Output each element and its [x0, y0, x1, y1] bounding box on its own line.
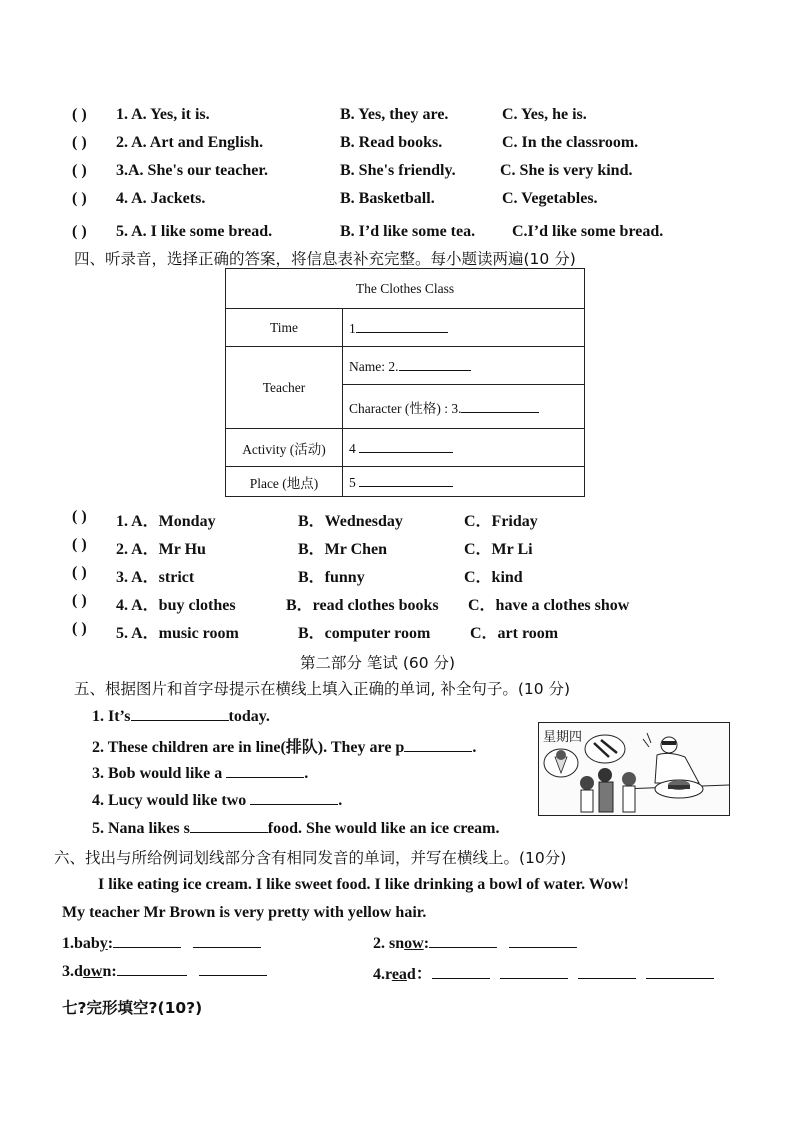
sentence-5 — [92, 818, 500, 838]
answer-paren[interactable]: ( ) — [72, 536, 87, 553]
word-4-underline: ea — [391, 966, 407, 983]
option-a: 4. A．buy clothes — [116, 597, 236, 614]
sentence-1-start: 1. It’s — [92, 708, 131, 725]
option-c: C.I’d like some bread. — [512, 223, 664, 240]
activity-blank[interactable] — [359, 438, 453, 453]
clothes-class-table — [225, 268, 585, 497]
sentence-2-blank[interactable] — [404, 737, 472, 752]
sentence-4 — [92, 790, 342, 810]
word-1-blank-1[interactable] — [113, 933, 181, 948]
word-2-suffix: : — [423, 935, 430, 952]
word-1-underline: y — [99, 935, 108, 952]
option-a: 5. A．music room — [116, 625, 239, 642]
word-1-prefix: 1.bab — [62, 935, 100, 952]
option-c: C. In the classroom. — [502, 134, 639, 151]
option-b: B．computer room — [298, 625, 431, 642]
option-a: 3.A. She's our teacher. — [116, 162, 268, 179]
answer-paren[interactable]: ( ) — [72, 564, 87, 581]
option-a: 2. A. Art and English. — [116, 134, 264, 151]
time-cell — [343, 309, 585, 347]
word-4 — [373, 961, 714, 984]
sentence-4-end: . — [338, 792, 343, 809]
word-4-blank-4[interactable] — [646, 964, 714, 979]
word-2-blank-2[interactable] — [509, 933, 577, 948]
activity-number: 4 — [349, 441, 356, 456]
word-1 — [62, 933, 261, 953]
part5-heading: 五、根据图片和首字母提示在横线上填入正确的单词, 补全句子。(10 分) — [74, 680, 571, 698]
option-c: C．kind — [464, 569, 523, 586]
sentence-3-end: . — [304, 765, 309, 782]
word-2-underline: ow — [404, 935, 424, 952]
option-a: 1. A．Monday — [116, 513, 216, 530]
option-b: B．Mr Chen — [298, 541, 388, 558]
passage-line-1: I like eating ice cream. I like sweet food. I like drinking a bowl of water. Wow! — [98, 876, 629, 893]
sentence-2-start: 2. These children are in line(排队). They are p — [92, 739, 405, 756]
food-picture — [538, 722, 730, 816]
answer-paren[interactable]: ( ) — [72, 592, 87, 609]
place-number: 5 — [349, 475, 356, 490]
sentence-1-blank[interactable] — [131, 706, 229, 721]
option-c: C．have a clothes show — [468, 597, 630, 614]
sentence-5-start: 5. Nana likes s — [92, 820, 190, 837]
word-4-blank-2[interactable] — [500, 964, 568, 979]
option-b: B. I’d like some tea. — [340, 223, 476, 240]
word-4-blank-3[interactable] — [578, 964, 636, 979]
answer-paren[interactable]: ( ) — [72, 190, 87, 207]
time-label — [226, 309, 343, 347]
sentence-3 — [92, 763, 308, 783]
option-c: C．Friday — [464, 513, 538, 530]
sentence-1 — [92, 706, 270, 726]
word-4-suffix: d： — [406, 966, 432, 983]
option-a: 1. A. Yes, it is. — [116, 106, 210, 123]
word-2 — [373, 933, 577, 953]
word-2-prefix: 2. sn — [373, 935, 405, 952]
name-prompt: Name: 2. — [349, 359, 399, 374]
option-c: C．Mr Li — [464, 541, 533, 558]
word-1-suffix: : — [107, 935, 114, 952]
sentence-2-end: . — [472, 739, 477, 756]
option-b: B．read clothes books — [286, 597, 439, 614]
character-prompt: Character (性格) : 3. — [349, 400, 462, 416]
time-label-text: Time — [269, 319, 298, 335]
option-b: B. Read books. — [340, 134, 443, 151]
answer-paren[interactable]: ( ) — [72, 223, 87, 240]
option-c: C. Vegetables. — [502, 190, 598, 207]
answer-paren[interactable]: ( ) — [72, 162, 87, 179]
character-cell — [343, 385, 585, 429]
part6-heading: 六、找出与所给例词划线部分含有相同发音的单词，并写在横线上。(10分) — [54, 849, 567, 867]
word-3-suffix: n: — [102, 963, 117, 980]
option-a: 3. A．strict — [116, 569, 195, 586]
option-b: B. Yes, they are. — [340, 106, 449, 123]
option-c: C．art room — [470, 625, 559, 642]
option-a: 2. A．Mr Hu — [116, 541, 206, 558]
sentence-4-blank[interactable] — [250, 790, 338, 805]
option-a: 4. A. Jackets. — [116, 190, 206, 207]
word-3-blank-1[interactable] — [117, 961, 187, 976]
activity-cell — [343, 429, 585, 467]
option-c: C. She is very kind. — [500, 162, 633, 179]
answer-paren[interactable]: ( ) — [72, 620, 87, 637]
option-b: B. Basketball. — [340, 190, 435, 207]
part7-heading: 七?完形填空?(10?) — [62, 999, 203, 1017]
food-scene-illustration — [539, 723, 729, 815]
sentence-5-end: food. She would like an ice cream. — [267, 820, 500, 837]
activity-label: Activity (活动) — [226, 429, 343, 467]
teacher-label: Teacher — [226, 347, 343, 429]
answer-paren[interactable]: ( ) — [72, 508, 87, 525]
word-4-blank-1[interactable] — [432, 964, 490, 979]
word-3 — [62, 961, 267, 981]
passage-line-2: My teacher Mr Brown is very pretty with yellow hair. — [62, 904, 427, 921]
answer-paren[interactable]: ( ) — [72, 106, 87, 123]
name-blank[interactable] — [399, 356, 471, 371]
place-cell — [343, 467, 585, 497]
word-3-underline: ow — [82, 963, 103, 980]
word-3-prefix: 3.d — [62, 963, 83, 980]
table-title: The Clothes Class — [226, 269, 585, 309]
sentence-3-start: 3. Bob would like a — [92, 765, 223, 782]
place-label: Place (地点) — [226, 467, 343, 497]
place-blank[interactable] — [359, 472, 453, 487]
character-blank[interactable] — [461, 398, 539, 413]
answer-paren[interactable]: ( ) — [72, 134, 87, 151]
part2-title: 第二部分 笔试 (60 分) — [300, 654, 456, 672]
option-c: C. Yes, he is. — [502, 106, 587, 123]
picture-day-label: 星期四 — [543, 730, 583, 745]
part4-heading: 四、听录音，选择正确的答案，将信息表补充完整。每小题读两遍(10 分) — [74, 250, 576, 268]
time-number: 1 — [349, 321, 356, 336]
option-b: B. She's friendly. — [340, 162, 456, 179]
sentence-2 — [92, 734, 476, 757]
sentence-1-end: today. — [228, 708, 270, 725]
word-2-blank-1[interactable] — [429, 933, 497, 948]
option-b: B．funny — [298, 569, 365, 586]
name-cell — [343, 347, 585, 385]
option-b: B．Wednesday — [298, 513, 403, 530]
word-3-blank-2[interactable] — [199, 961, 267, 976]
word-4-prefix: 4.r — [373, 966, 392, 983]
sentence-3-blank[interactable] — [226, 763, 304, 778]
word-1-blank-2[interactable] — [193, 933, 261, 948]
sentence-4-start: 4. Lucy would like two — [92, 792, 247, 809]
sentence-5-blank[interactable] — [190, 818, 268, 833]
option-a: 5. A. I like some bread. — [116, 223, 273, 240]
time-blank[interactable] — [356, 318, 448, 333]
